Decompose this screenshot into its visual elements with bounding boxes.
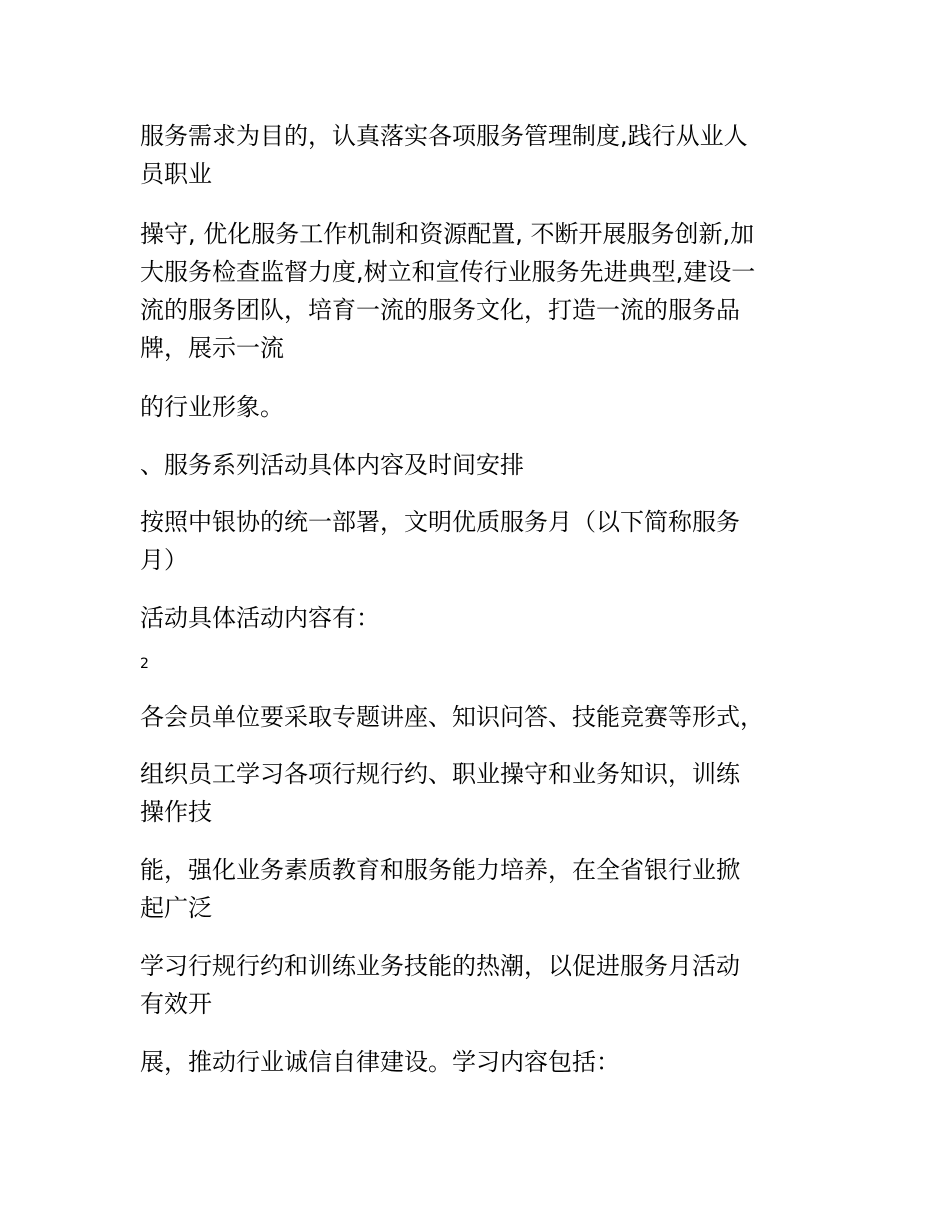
paragraph-deployment: 按照中银协的统一部署，文明优质服务月（以下简称服务 月）	[140, 508, 740, 574]
paragraph-quality-training: 能，强化业务素质教育和服务能力培养，在全省银行业掀 起广泛	[140, 856, 740, 922]
paragraph-activity-content: 活动具体活动内容有：	[140, 604, 380, 632]
paragraph-industry-image: 的行业形象。	[140, 393, 284, 421]
paragraph-service-goal: 服务需求为目的，认真落实各项服务管理制度,践行从业人 员职业	[140, 122, 748, 188]
paragraph-service-innovation: 操守, 优化服务工作机制和资源配置, 不断开展服务创新,加 大服务检查监督力度,树立和宣传行业服务先进典型,建设一 流的服务团队，培育一流的服务文化，打造一流的服务品 牌，展示一流	[140, 220, 756, 362]
paragraph-integrity: 展，推动行业诚信自律建设。学习内容包括：	[140, 1048, 620, 1076]
section-heading: 、服务系列活动具体内容及时间安排	[140, 451, 524, 479]
paragraph-study-wave: 学习行规行约和训练业务技能的热潮，以促进服务月活动 有效开	[140, 952, 740, 1018]
paragraph-staff-study: 组织员工学习各项行规行约、职业操守和业务知识，训练 操作技	[140, 760, 740, 826]
paragraph-member-units: 各会员单位要采取专题讲座、知识问答、技能竞赛等形式，	[140, 703, 764, 731]
list-number: 2	[140, 656, 149, 672]
